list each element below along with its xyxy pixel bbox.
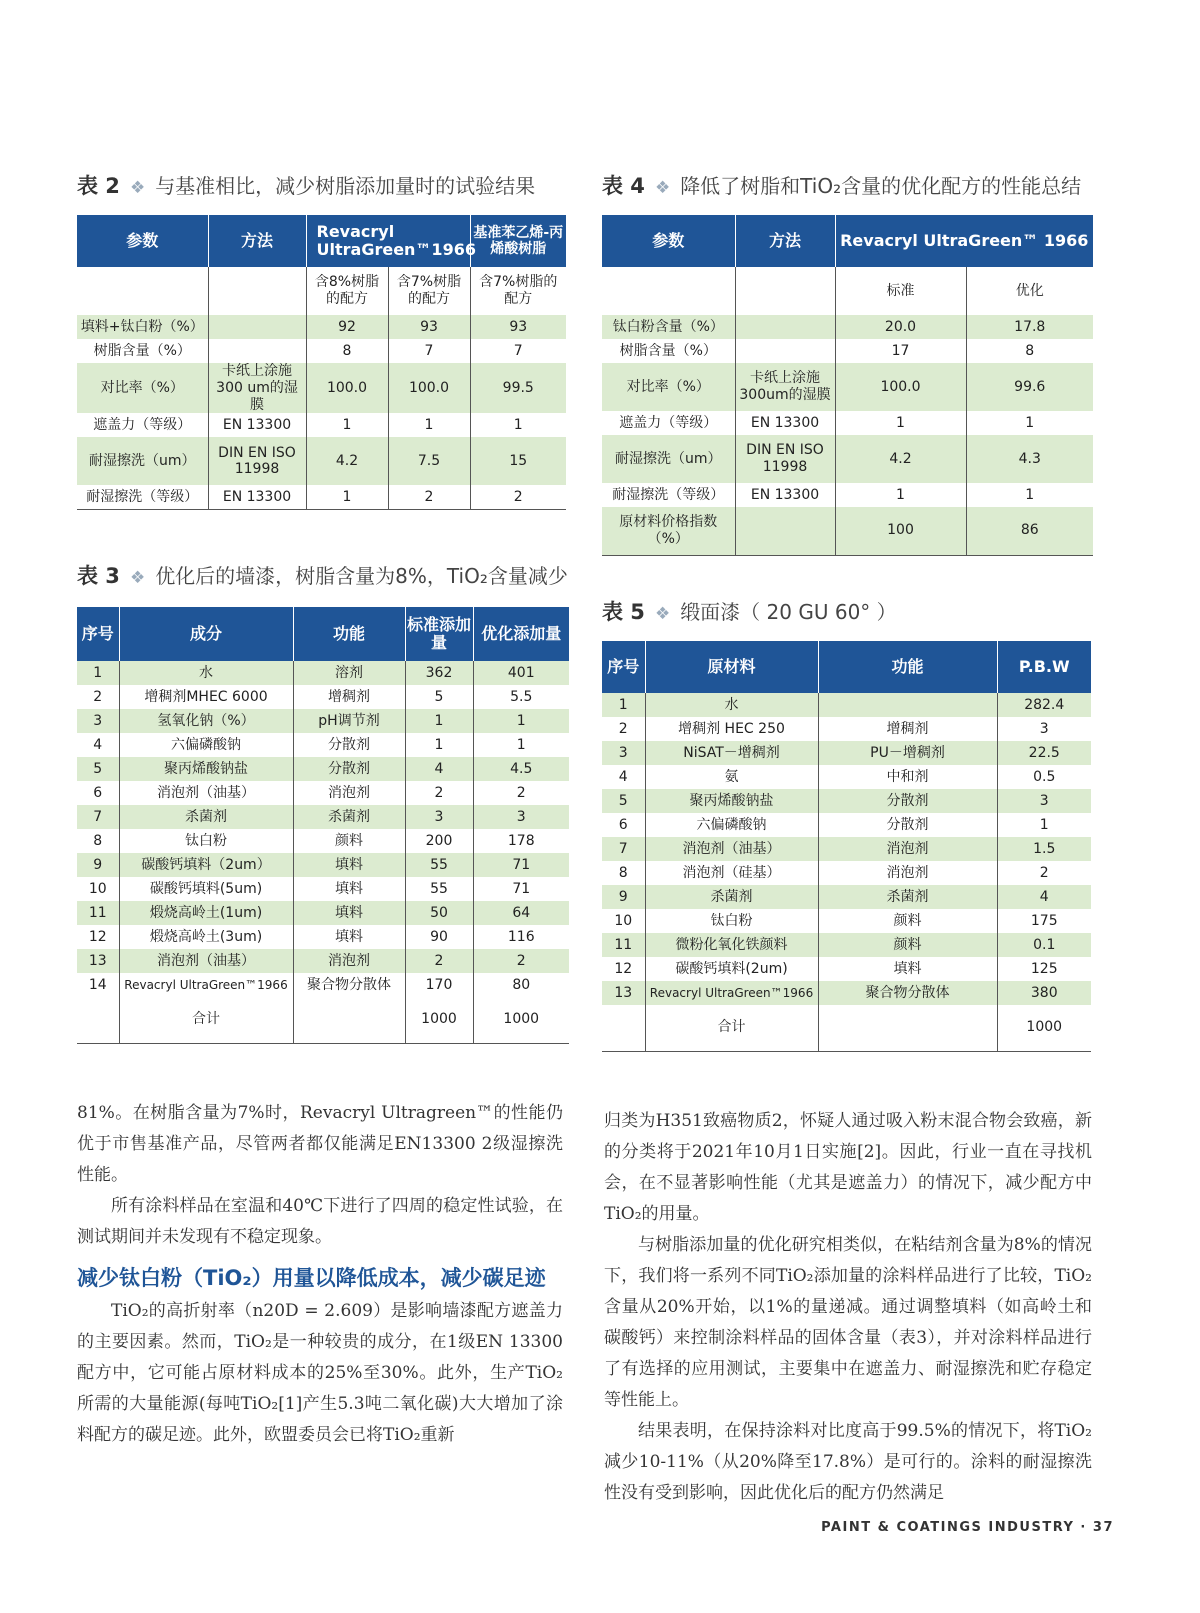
table-row (602, 741, 1091, 765)
cell: 99.5 (470, 363, 566, 413)
cell (735, 315, 835, 339)
table-row (77, 661, 569, 685)
cell: 4 (997, 885, 1091, 909)
cell: 12 (614, 960, 633, 977)
cell: 耐湿擦洗（um） (77, 437, 208, 485)
table3-header-function: 功能 (293, 607, 405, 661)
cell: 50 (405, 901, 473, 925)
table-row (602, 765, 1091, 789)
cell: 2 (473, 949, 569, 973)
cell: 90 (405, 925, 473, 949)
cell: PU－增稠剂 (818, 741, 997, 765)
table5-number: 表 5 (602, 600, 645, 624)
cell: 增稠剂 (293, 685, 405, 709)
table3-header-index: 序号 (77, 607, 119, 661)
cell: 遮盖力（等级） (619, 414, 718, 431)
cell (735, 339, 835, 363)
table3-total-row (77, 997, 569, 1043)
table-row (602, 909, 1091, 933)
paragraph: 81%。在树脂含量为7%时，Revacryl Ultragreen™的性能仍优于市售基准产品，尽管两者都仅能满足EN13300 2级湿擦洗性能。 (77, 1103, 563, 1185)
cell: 71 (473, 877, 569, 901)
cell: NiSAT－增稠剂 (645, 741, 818, 765)
cell: 填料 (818, 957, 997, 981)
table-row (77, 925, 569, 949)
cell: 1 (966, 411, 1093, 435)
cell: 7 (470, 339, 566, 363)
table-row (77, 901, 569, 925)
table3-header-ingredient: 成分 (119, 607, 293, 661)
table5-title: 缎面漆（ 20 GU 60° ） (680, 600, 897, 624)
cell: 1000 (997, 1005, 1091, 1051)
table3-title: 优化后的墙漆，树脂含量为8%，TiO₂含量减少 (155, 564, 568, 588)
cell: 170 (405, 973, 473, 997)
cell: 钛白粉 (645, 909, 818, 933)
table2-sub-2: 含7%树脂的配方 (388, 267, 470, 315)
cell: 微粉化氧化铁颜料 (645, 933, 818, 957)
table-row (602, 411, 1093, 435)
table-row (77, 363, 566, 413)
cell: 耐湿擦洗（等级） (612, 486, 725, 503)
cell: 4 (93, 736, 103, 753)
cell: 杀菌剂 (293, 805, 405, 829)
cell: EN 13300 (735, 483, 835, 507)
table2-header-benchmark: 基准苯乙烯-丙烯酸树脂 (470, 215, 566, 267)
table-row (77, 973, 569, 997)
cell: 1 (77, 661, 119, 685)
section-heading: 减少钛白粉（TiO₂）用量以降低成本，减少碳足迹 (77, 1266, 546, 1290)
table2-header-revacryl: Revacryl UltraGreen™1966 (306, 215, 470, 267)
cell: 1 (835, 411, 966, 435)
table5-total-row (602, 1005, 1091, 1051)
cell: 填料 (293, 901, 405, 925)
total-label: 合计 (119, 997, 293, 1043)
cell: DIN EN ISO 11998 (208, 437, 306, 485)
table-row (77, 805, 569, 829)
cell: 13 (77, 949, 119, 973)
cell: 1 (835, 483, 966, 507)
cell: 消泡剂 (293, 781, 405, 805)
cell: 1000 (405, 997, 473, 1043)
cell (208, 339, 306, 363)
table-row (77, 315, 566, 339)
cell: 17.8 (966, 315, 1093, 339)
cell: 1 (306, 485, 388, 509)
cell: 填料+钛白粉（%） (77, 315, 208, 339)
cell (293, 997, 405, 1043)
cell: 2 (405, 781, 473, 805)
cell: 1 (405, 733, 473, 757)
cell: 9 (77, 853, 119, 877)
table-row (602, 363, 1093, 411)
cell: 175 (997, 909, 1091, 933)
cell: 1 (306, 413, 388, 437)
cell (735, 507, 835, 555)
cell: Revacryl UltraGreen™1966 (119, 973, 293, 997)
table-row (602, 315, 1093, 339)
table-row (77, 709, 569, 733)
table-row (602, 483, 1093, 507)
cell: 401 (473, 661, 569, 685)
cell: 分散剂 (818, 813, 997, 837)
cell: 71 (473, 853, 569, 877)
cell: Revacryl UltraGreen™1966 (645, 981, 818, 1005)
cell: 0.5 (997, 765, 1091, 789)
cell: 杀菌剂 (119, 805, 293, 829)
table5 (602, 641, 1091, 1052)
table5-header-material: 原材料 (645, 641, 818, 693)
cell: 1 (405, 709, 473, 733)
table4-header-param: 参数 (602, 215, 735, 267)
cell: 水 (119, 661, 293, 685)
table-row (602, 933, 1091, 957)
cell: 原材料价格指数（%） (602, 507, 735, 555)
cell: 对比率（%） (602, 363, 735, 411)
cell: 380 (997, 981, 1091, 1005)
left-text-column (77, 1098, 563, 1451)
cell: 125 (997, 957, 1091, 981)
table-row (602, 507, 1093, 555)
cell: 55 (405, 877, 473, 901)
cell: 1 (966, 483, 1093, 507)
cell: 80 (473, 973, 569, 997)
cell: 颜料 (818, 909, 997, 933)
table5-header-function: 功能 (818, 641, 997, 693)
cell: 钛白粉含量（%） (602, 315, 735, 339)
cell: 消泡剂 (818, 861, 997, 885)
right-text-column (604, 1106, 1092, 1509)
cell: 3 (997, 789, 1091, 813)
cell: 1 (388, 413, 470, 437)
cell: 11 (602, 933, 645, 957)
diamond-icon: ❖ (129, 178, 146, 198)
cell: 99.6 (966, 363, 1093, 411)
cell: 钛白粉 (119, 829, 293, 853)
table4-number: 表 4 (602, 174, 645, 198)
cell: 2 (470, 485, 566, 509)
table4-sub-optimized: 优化 (966, 267, 1093, 315)
cell: 1000 (473, 997, 569, 1043)
cell: 7 (388, 339, 470, 363)
table-row (77, 437, 566, 485)
cell: 22.5 (997, 741, 1091, 765)
cell: 8 (93, 832, 103, 849)
cell: 遮盖力（等级） (93, 416, 192, 433)
cell: 10 (614, 912, 633, 929)
table3 (77, 607, 569, 1044)
table2 (77, 215, 566, 510)
cell: EN 13300 (208, 413, 306, 437)
table-row (77, 757, 569, 781)
table-row (77, 949, 569, 973)
cell: 5 (602, 789, 645, 813)
cell: 2 (388, 485, 470, 509)
table-row (77, 781, 569, 805)
table-row (77, 485, 566, 509)
cell: 4.5 (473, 757, 569, 781)
cell: 1 (473, 733, 569, 757)
cell: 93 (388, 315, 470, 339)
table-row (77, 853, 569, 877)
table-row (602, 813, 1091, 837)
cell: 耐湿擦洗（um） (602, 435, 735, 483)
table2-number: 表 2 (77, 174, 120, 198)
cell: 1 (470, 413, 566, 437)
table3-header-optimized: 优化添加量 (473, 607, 569, 661)
cell: 2 (997, 861, 1091, 885)
table2-sub-1: 含8%树脂的配方 (306, 267, 388, 315)
cell: 4.2 (835, 435, 966, 483)
cell: 0.1 (997, 933, 1091, 957)
cell: EN 13300 (735, 411, 835, 435)
table2-caption (77, 170, 535, 200)
table-row (77, 829, 569, 853)
cell: 100 (835, 507, 966, 555)
table2-sub-3: 含7%树脂的配方 (470, 267, 566, 315)
cell: 100.0 (388, 363, 470, 413)
cell: 4 (405, 757, 473, 781)
cell: 11 (77, 901, 119, 925)
cell: 20.0 (835, 315, 966, 339)
cell: 7.5 (388, 437, 470, 485)
total-label: 合计 (645, 1005, 818, 1051)
cell: 55 (405, 853, 473, 877)
table-row (602, 981, 1091, 1005)
cell: 12 (88, 928, 107, 945)
table2-header-method: 方法 (208, 215, 306, 267)
cell: 增稠剂 (818, 717, 997, 741)
cell: 8 (618, 864, 628, 881)
cell: 116 (473, 925, 569, 949)
cell (602, 1005, 645, 1051)
cell: 六偏磷酸钠 (645, 813, 818, 837)
page-footer: PAINT & COATINGS INDUSTRY · 37 (821, 1520, 1114, 1535)
cell: 聚丙烯酸钠盐 (645, 789, 818, 813)
cell: 颜料 (818, 933, 997, 957)
cell: 2 (618, 720, 628, 737)
cell: 氨 (645, 765, 818, 789)
cell: 10 (88, 880, 107, 897)
cell: 杀菌剂 (818, 885, 997, 909)
cell: 消泡剂（油基） (119, 781, 293, 805)
cell: 氢氧化钠（%） (119, 709, 293, 733)
table4-header-revacryl: Revacryl UltraGreen™ 1966 (835, 215, 1093, 267)
cell: 7 (602, 837, 645, 861)
cell: 3 (77, 709, 119, 733)
cell (77, 997, 119, 1043)
cell: 86 (966, 507, 1093, 555)
cell: 增稠剂MHEC 6000 (119, 685, 293, 709)
table3-number: 表 3 (77, 564, 120, 588)
table4-title: 降低了树脂和TiO₂含量的优化配方的性能总结 (680, 174, 1082, 198)
table-row (602, 693, 1091, 717)
cell: 煅烧高岭土(3um) (119, 925, 293, 949)
cell: 178 (473, 829, 569, 853)
table4-sub-standard: 标准 (835, 267, 966, 315)
cell: 362 (405, 661, 473, 685)
table-row (602, 789, 1091, 813)
cell: 填料 (293, 925, 405, 949)
table-row (77, 877, 569, 901)
table-row (77, 733, 569, 757)
cell: 1 (602, 693, 645, 717)
cell: EN 13300 (208, 485, 306, 509)
table3-caption (77, 560, 568, 590)
cell: 2 (405, 949, 473, 973)
table-row (602, 957, 1091, 981)
cell: 3 (602, 741, 645, 765)
cell: 碳酸钙填料(2um) (645, 957, 818, 981)
table-row (77, 339, 566, 363)
cell: 13 (602, 981, 645, 1005)
cell: 填料 (293, 877, 405, 901)
cell: 8 (966, 339, 1093, 363)
cell: 颜料 (293, 829, 405, 853)
cell: 9 (602, 885, 645, 909)
table-row (602, 885, 1091, 909)
cell: 6 (618, 816, 628, 833)
cell: 64 (473, 901, 569, 925)
cell: DIN EN ISO 11998 (735, 435, 835, 483)
cell: 17 (835, 339, 966, 363)
cell: 8 (306, 339, 388, 363)
cell: 5 (405, 685, 473, 709)
cell (818, 1005, 997, 1051)
diamond-icon: ❖ (129, 568, 146, 588)
cell: 树脂含量（%） (619, 342, 717, 359)
paragraph: 归类为H351致癌物质2，怀疑人通过吸入粉末混合物会致癌，新的分类将于2021年10月1日实施[2]。因此，行业一直在寻找机会，在不显著影响性能（尤其是遮盖力）的情况下，减少配方中TiO₂的用量。 (604, 1111, 1092, 1224)
table4-caption (602, 170, 1081, 200)
cell: 4.3 (966, 435, 1093, 483)
table2-title: 与基准相比，减少树脂添加量时的试验结果 (155, 174, 536, 198)
cell: 100.0 (306, 363, 388, 413)
cell: 4.2 (306, 437, 388, 485)
cell: 树脂含量（%） (93, 342, 191, 359)
cell: 15 (470, 437, 566, 485)
cell: 6 (93, 784, 103, 801)
cell: 耐湿擦洗（等级） (86, 488, 199, 505)
cell: 282.4 (997, 693, 1091, 717)
cell: 1 (473, 709, 569, 733)
diamond-icon: ❖ (654, 604, 671, 624)
cell: 卡纸上涂施 300um的湿膜 (735, 363, 835, 411)
cell: 聚合物分散体 (293, 973, 405, 997)
cell: 分散剂 (818, 789, 997, 813)
cell: 3 (405, 805, 473, 829)
cell: 消泡剂 (293, 949, 405, 973)
paragraph: TiO₂的高折射率（n20D = 2.609）是影响墙漆配方遮盖力的主要因素。然而，TiO₂是一种较贵的成分，在1级EN 13300配方中，它可能占原材料成本的25%至30%。此外，生产TiO₂所需的大量能源(每吨TiO₂[1]产生5.3吨二氧化碳)大大增加了涂料配方的碳足迹。此外，欧盟委员会已将TiO₂重新 (77, 1301, 563, 1445)
cell: 消泡剂（硅基） (645, 861, 818, 885)
cell: 消泡剂 (818, 837, 997, 861)
paragraph: 所有涂料样品在室温和40℃下进行了四周的稳定性试验，在测试期间并未发现有不稳定现象。 (77, 1196, 563, 1247)
cell: 200 (405, 829, 473, 853)
table4 (602, 215, 1093, 556)
cell: 六偏磷酸钠 (119, 733, 293, 757)
paragraph: 与树脂添加量的优化研究相类似，在粘结剂含量为8%的情况下，我们将一系列不同TiO₂添加量的涂料样品进行了比较，TiO₂含量从20%开始，以1%的量递减。通过调整填料（如高岭土和碳酸钙）来控制涂料样品的固体含量（表3），并对涂料样品进行了有选择的应用测试，主要集中在遮盖力、耐湿擦洗和贮存稳定等性能上。 (604, 1235, 1092, 1410)
cell (208, 315, 306, 339)
cell: 增稠剂 HEC 250 (645, 717, 818, 741)
cell: 中和剂 (818, 765, 997, 789)
table2-header-param: 参数 (77, 215, 208, 267)
cell: 93 (470, 315, 566, 339)
table-row (77, 413, 566, 437)
cell: 3 (473, 805, 569, 829)
cell: 92 (306, 315, 388, 339)
table5-caption (602, 596, 897, 626)
cell: 7 (77, 805, 119, 829)
table-row (77, 685, 569, 709)
table4-header-method: 方法 (735, 215, 835, 267)
cell: 1.5 (997, 837, 1091, 861)
cell: 分散剂 (293, 733, 405, 757)
table5-header-index: 序号 (602, 641, 645, 693)
cell: 5.5 (473, 685, 569, 709)
cell: 1 (997, 813, 1091, 837)
cell: 3 (997, 717, 1091, 741)
diamond-icon: ❖ (654, 178, 671, 198)
table-row (602, 435, 1093, 483)
cell: 碳酸钙填料（2um） (119, 853, 293, 877)
cell: pH调节剂 (293, 709, 405, 733)
cell: 2 (93, 688, 103, 705)
cell: 消泡剂（油基） (645, 837, 818, 861)
cell: 煅烧高岭土(1um) (119, 901, 293, 925)
table5-header-pbw: P.B.W (997, 641, 1091, 693)
cell: 消泡剂（油基） (119, 949, 293, 973)
cell: 5 (77, 757, 119, 781)
cell: 聚合物分散体 (818, 981, 997, 1005)
cell: 聚丙烯酸钠盐 (119, 757, 293, 781)
cell (818, 693, 997, 717)
table-row (602, 837, 1091, 861)
table3-header-standard: 标准添加量 (405, 607, 473, 661)
cell: 对比率（%） (77, 363, 208, 413)
paragraph: 结果表明，在保持涂料对比度高于99.5%的情况下，将TiO₂减少10-11%（从20%降至17.8%）是可行的。涂料的耐湿擦洗性没有受到影响，因此优化后的配方仍然满足 (604, 1421, 1092, 1503)
table-row (602, 339, 1093, 363)
cell: 杀菌剂 (645, 885, 818, 909)
cell: 卡纸上涂施 300 um的湿膜 (208, 363, 306, 413)
cell: 溶剂 (293, 661, 405, 685)
cell: 水 (645, 693, 818, 717)
table-row (602, 861, 1091, 885)
cell: 4 (618, 768, 628, 785)
cell: 分散剂 (293, 757, 405, 781)
cell: 14 (88, 976, 107, 993)
cell: 碳酸钙填料(5um) (119, 877, 293, 901)
table-row (602, 717, 1091, 741)
cell: 2 (473, 781, 569, 805)
cell: 100.0 (835, 363, 966, 411)
cell: 填料 (293, 853, 405, 877)
